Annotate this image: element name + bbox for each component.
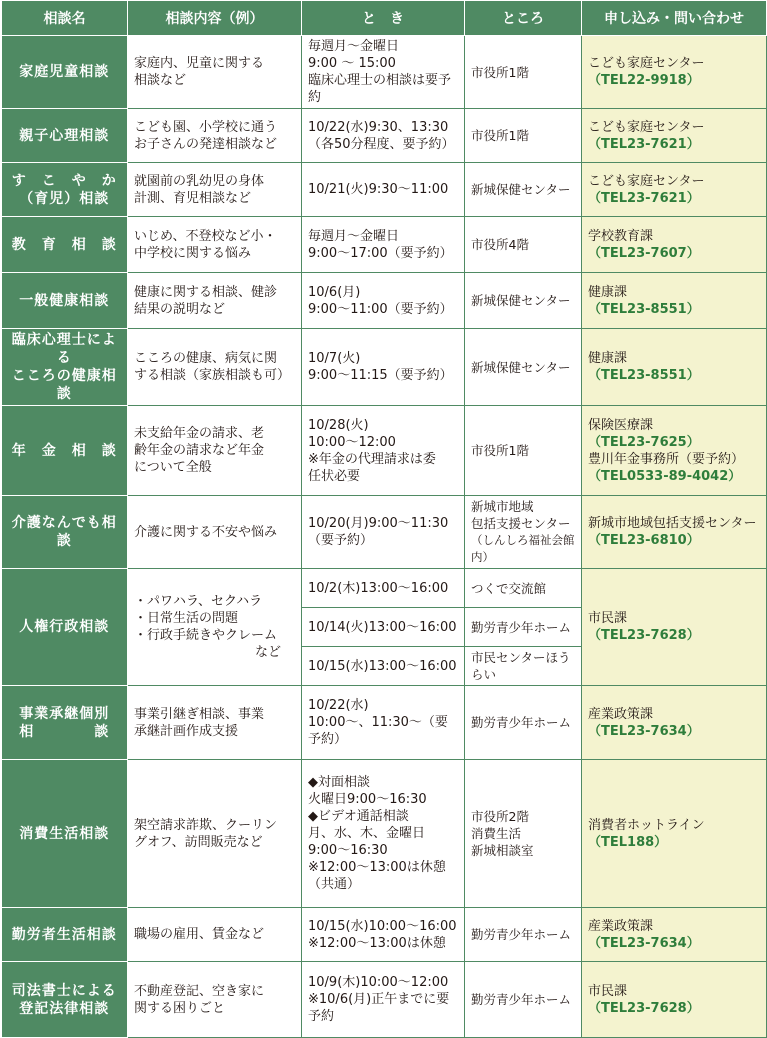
contact-phone: （TEL23-7634） [588,723,700,739]
content-line: ・日常生活の問題 [134,611,239,626]
contact-phone: （TEL23-8551） [588,368,700,383]
content-line: 結果の説明など [134,301,226,317]
time-line: 10/22(水) [308,698,369,713]
time-line: 10/7(火) [308,351,361,366]
contact-dept-2: 豊川年金事務所（要予約） [588,451,745,467]
contact-phone: （TEL23-8551） [588,301,700,317]
consultation-contact [582,962,767,1038]
place-line: 市役所2階 [471,809,529,824]
consultation-place [465,163,582,217]
content-line: グオフ、訪問販売など [134,834,263,850]
header-name: 相談名 [2,1,128,36]
content-line: 相談など [134,73,187,88]
header-content: 相談内容（例） [128,1,302,36]
consultation-content [128,273,302,329]
place-line: 勤労青少年ホーム [471,927,572,942]
consultation-content [128,962,302,1038]
time-line: 10/22(水)9:30、13:30 [308,119,449,135]
time-line: 月、水、木、金曜日 [308,826,426,841]
time-line: 10/20(月)9:00～11:30 [308,516,449,531]
content-line: 介護に関する不安や悩み [134,524,278,540]
table-row [2,163,767,217]
table-row [2,760,767,908]
content-line: 計測、育児相談など [134,190,252,206]
consultation-contact [582,569,767,686]
consultation-name [2,760,128,908]
contact-dept: 市民課 [588,983,628,999]
place-line: 新城相談室 [471,843,534,858]
consultation-name-line: こころの健康相談 [11,368,117,402]
contact-dept: 産業政策課 [588,918,654,934]
time-line: （要予約） [308,533,374,548]
consultation-time: 10/14(火)13:00～16:00 [302,608,465,647]
consultation-content [128,329,302,406]
time-line: ※年金の代理請求は委 [308,451,436,467]
consultation-time [302,36,465,109]
table-row [2,109,767,163]
consultation-name-line: （育児）相談 [19,190,110,207]
consultation-place [465,406,582,496]
time-line: 9:00 ～ 15:00 [308,56,396,71]
content-line: 家庭内、児童に関する [134,56,265,71]
contact-phone: （TEL22-9918） [588,73,700,88]
consultation-contact [582,496,767,569]
time-line: 9:00～11:15（要予約） [308,368,453,383]
time-line: 9:00～11:00（要予約） [308,301,453,317]
contact-phone: （TEL23-7634） [588,935,700,951]
contact-dept: 学校教育課 [588,228,654,244]
consultation-contact [582,163,767,217]
place-line: 市役所4階 [471,237,529,252]
time-line: 10/21(火)9:30～11:00 [308,182,449,197]
contact-phone: （TEL23-7621） [588,190,700,206]
content-line: いじめ、不登校など小・ [134,228,277,244]
time-line: ※12:00～13:00は休憩 [308,860,446,875]
consultation-place: 市民センターほうらい [465,647,582,686]
consultation-name-line: 家庭児童相談 [19,64,110,80]
consultation-place [465,36,582,109]
place-line: 市役所1階 [471,64,529,80]
consultation-name-line: 事業承継個別 [19,705,110,722]
header-contact: 申し込み・問い合わせ [582,1,767,36]
time-line: （共通） [308,877,361,892]
place-line: 市役所1階 [471,443,529,458]
consultation-table [1,0,767,1038]
contact-phone: （TEL23-7625） [588,434,700,450]
table-row [2,329,767,406]
time-line: （各50分程度、要予約） [308,136,455,152]
content-line: など [254,645,281,660]
consultation-content [128,36,302,109]
consultation-place: つくで交流館 [465,569,582,608]
content-line: について全般 [134,460,212,475]
contact-phone: （TEL23-6810） [588,533,700,548]
consultation-content [128,908,302,962]
consultation-name [2,496,128,569]
consultation-place: 勤労青少年ホーム [465,608,582,647]
consultation-time [302,163,465,217]
table-row [2,686,767,760]
consultation-name [2,569,128,686]
consultation-time [302,273,465,329]
content-line: こころの健康、病気に関 [134,351,278,366]
content-line: 未支給年金の請求、老 [134,426,265,441]
consultation-contact [582,36,767,109]
time-line: 予約 [308,1009,335,1024]
place-line: 市役所1階 [471,128,529,143]
consultation-time [302,962,465,1038]
table-header-row [2,1,767,36]
contact-dept: こども家庭センター [588,119,705,135]
consultation-name-line: 臨床心理士による [11,332,117,366]
content-line: ・行政手続きやクレーム [134,628,278,643]
content-line: 事業引継ぎ相談、事業 [134,706,265,722]
contact-dept: 保険医療課 [588,417,654,433]
contact-dept: 産業政策課 [588,706,654,722]
consultation-name-line: 相 談 [19,723,110,740]
content-line: 就園前の乳幼児の身体 [134,173,265,189]
contact-dept: 消費者ホットライン [588,817,705,833]
consultation-place [465,908,582,962]
time-line: 10/15(水)10:00～16:00 [308,918,457,934]
table-row [2,406,767,496]
time-line: 予約） [308,732,348,747]
content-line: する相談（家族相談も可） [134,368,291,383]
contact-phone: （TEL23-7607） [588,245,700,261]
consultation-name [2,36,128,109]
consultation-content [128,406,302,496]
place-line: 新城保健センター [471,182,571,197]
contact-phone: （TEL188） [588,834,668,850]
time-line: 火曜日9:00～16:30 [308,792,427,807]
time-line: 毎週月～金曜日 [308,228,400,244]
consultation-time [302,329,465,406]
time-line: ◆対面相談 [308,775,370,790]
consultation-place [465,109,582,163]
consultation-content [128,496,302,569]
content-line: 職場の雇用、賃金など [134,927,265,942]
place-line: 新城市地域 [471,499,534,514]
time-line: ※12:00～13:00は休憩 [308,935,446,951]
table-row [2,273,767,329]
consultation-place [465,686,582,760]
content-line: こども園、小学校に通う [134,119,278,135]
contact-phone: （TEL23-7628） [588,628,700,643]
consultation-name-line: 年 金 相 談 [11,442,117,459]
content-line: 関する困りごと [134,1000,226,1016]
place-line: 勤労青少年ホーム [471,715,572,730]
consultation-place [465,329,582,406]
contact-phone-2: （TEL0533-89-4042） [588,468,742,484]
consultation-time [302,109,465,163]
time-line: 10/28(火) [308,417,369,433]
consultation-time [302,217,465,273]
contact-phone: （TEL23-7621） [588,136,700,152]
table-row [2,962,767,1038]
consultation-name [2,962,128,1038]
consultation-name-line: 人権行政相談 [19,619,110,635]
header-place: ところ [465,1,582,36]
time-line: 9:00～16:30 [308,843,388,858]
place-line: 新城保健センター [471,359,571,375]
content-line: 健康に関する相談、健診 [134,284,278,300]
consultation-time [302,496,465,569]
consultation-name-line: 親子心理相談 [19,127,110,144]
consultation-contact [582,217,767,273]
table-row [2,569,767,608]
consultation-contact [582,273,767,329]
consultation-contact [582,109,767,163]
time-line: ◆ビデオ通話相談 [308,809,409,824]
consultation-name [2,217,128,273]
time-line: 任状必要 [308,468,361,484]
consultation-contact [582,406,767,496]
consultation-name-line: 司法書士による [11,982,117,999]
consultation-content [128,569,302,686]
consultation-contact [582,329,767,406]
consultation-name [2,163,128,217]
consultation-content [128,686,302,760]
consultation-time [302,406,465,496]
place-line: 勤労青少年ホーム [471,992,572,1007]
contact-phone: （TEL23-7628） [588,1000,700,1016]
consultation-name-line: す こ や か [11,172,117,189]
place-line: 新城保健センター [471,293,571,308]
contact-dept: 市民課 [588,611,628,626]
content-line: 架空請求詐欺、クーリン [134,817,278,833]
consultation-name-line: 登記法律相談 [19,1000,110,1017]
content-line: 齢年金の請求など年金 [134,443,265,458]
consultation-content [128,760,302,908]
place-line: 消費生活 [471,826,522,841]
time-line: 10:00～、11:30～（要 [308,715,448,730]
content-line: ・パワハラ、セクハラ [134,594,263,609]
consultation-time: 10/15(水)13:00～16:00 [302,647,465,686]
consultation-time: 10/2(木)13:00～16:00 [302,569,465,608]
place-line: （しんしろ福祉会館内） [471,533,575,564]
consultation-name [2,329,128,406]
consultation-content [128,163,302,217]
consultation-name-line: 一般健康相談 [19,292,110,309]
content-line: 中学校に関する悩み [134,245,252,261]
consultation-name [2,406,128,496]
consultation-place [465,760,582,908]
contact-dept: こども家庭センター [588,56,705,71]
table-row [2,496,767,569]
place-line: 包括支援センター [471,516,571,531]
table-row [2,217,767,273]
time-line: 10/6(月) [308,284,361,300]
consultation-name-line: 教 育 相 談 [11,236,117,253]
time-line: 10/9(木)10:00～12:00 [308,975,449,990]
consultation-name-line: 消費生活相談 [19,825,110,842]
content-line: お子さんの発達相談など [134,136,278,152]
contact-dept: 健康課 [588,284,628,300]
consultation-place [465,217,582,273]
time-line: 9:00～17:00（要予約） [308,245,453,261]
time-line: 臨床心理士の相談は要予約 [308,73,452,105]
consultation-name [2,109,128,163]
consultation-place [465,496,582,569]
consultation-place [465,273,582,329]
consultation-content [128,217,302,273]
consultation-name [2,908,128,962]
table-body [2,36,767,1038]
consultation-time [302,908,465,962]
time-line: 毎週月～金曜日 [308,39,400,54]
header-time: と き [302,1,465,36]
consultation-place [465,962,582,1038]
consultation-name-line: 勤労者生活相談 [11,926,117,943]
time-line: ※10/6(月)正午までに要 [308,992,450,1007]
consultation-time [302,760,465,908]
consultation-name [2,273,128,329]
consultation-contact [582,908,767,962]
contact-dept: 健康課 [588,351,628,366]
consultation-contact [582,686,767,760]
contact-dept: こども家庭センター [588,173,705,189]
content-line: 承継計画作成支援 [134,723,239,739]
consultation-name-line: 介護なんでも相談 [11,515,117,549]
table-row [2,908,767,962]
consultation-time [302,686,465,760]
content-line: 不動産登記、空き家に [134,983,265,999]
consultation-contact [582,760,767,908]
consultation-name [2,686,128,760]
contact-dept: 新城市地域包括支援センター [588,516,757,531]
table-row [2,36,767,109]
time-line: 10:00～12:00 [308,434,396,450]
consultation-content [128,109,302,163]
